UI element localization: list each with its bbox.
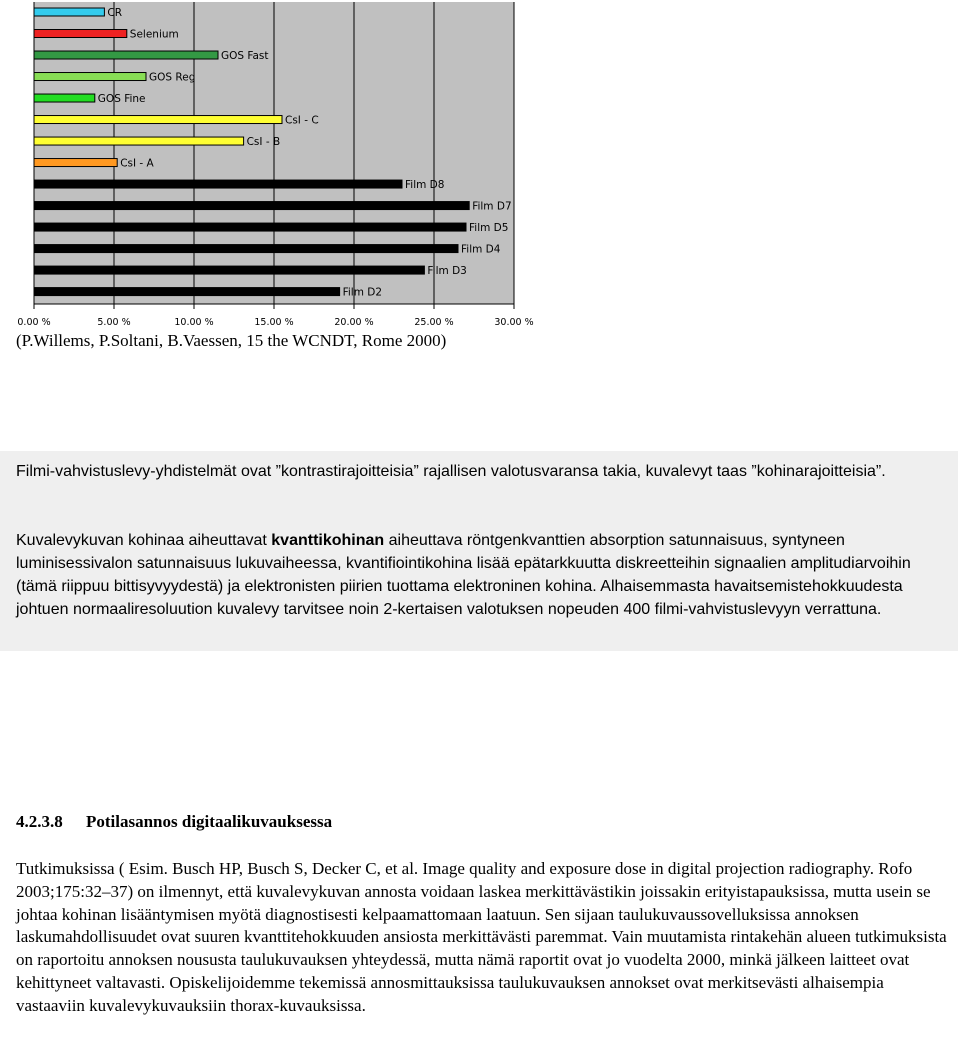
- bar: [34, 30, 127, 38]
- para2-text-before: Kuvalevykuvan kohinaa aiheuttavat: [16, 532, 272, 549]
- bar: [34, 245, 458, 253]
- para2-bold-term: kvanttikohinan: [271, 532, 385, 549]
- bar: [34, 202, 469, 210]
- bar-label: GOS Fast: [221, 50, 269, 63]
- bar: [34, 8, 104, 16]
- bar-label: GOS Fine: [97, 93, 146, 106]
- bar: [34, 94, 95, 102]
- bar: [34, 73, 146, 81]
- bar-label: GOS Reg: [149, 71, 196, 84]
- x-tick-label: 10.00 %: [174, 317, 214, 328]
- x-tick-label: 5.00 %: [97, 317, 131, 328]
- bar-label: Film D8: [405, 179, 445, 192]
- bar: [34, 180, 402, 188]
- bar-label: Film D3: [427, 265, 467, 278]
- x-tick-label: 30.00 %: [494, 317, 534, 328]
- bar: [34, 116, 282, 124]
- bar: [34, 266, 424, 274]
- paragraph-noise-sources: [16, 529, 946, 621]
- para2-text-after: aiheuttava röntgenkvanttien absorption satunnaisuus, syntyneen luminisessivalon satunnaisuus lukuvaiheessa, kvantifiointikohina lisää epätarkkuutta diskreetteihin signaalien amplitudiarvoihin (tämä riippuu bittisyvyydestä) ja elektronisten piirien tuottama elektroninen kohina. Alhaisemmasta havaitsemistehokkuudesta johtuen normaaliresoluution kuvalevy tarvitsee noin 2-kertaisen valotuksen nopeuden 400 filmi-vahvistuslevyyn verrattuna.: [16, 532, 911, 618]
- x-tick-label: 15.00 %: [254, 317, 294, 328]
- bar-label: CsI - A: [120, 157, 154, 170]
- bar-label: CR: [107, 7, 123, 19]
- section-title: Potilasannos digitaalikuvauksessa: [86, 812, 333, 831]
- bar-label: Selenium: [129, 28, 179, 41]
- bar-label: Film D5: [469, 222, 509, 235]
- x-tick-label: 20.00 %: [334, 317, 374, 328]
- paragraph-contrast-noise: Filmi-vahvistuslevy-yhdistelmät ovat ”kontrastirajoitteisia” rajallisen valotusvaransa takia, kuvalevyt taas ”kohinarajoitteisia”.: [16, 463, 886, 480]
- bar: [34, 288, 340, 296]
- bar-label: Film D7: [472, 200, 512, 213]
- x-tick-label: 0.00 %: [17, 317, 51, 328]
- bar-label: Film D2: [342, 286, 383, 299]
- bar-label: CsI - B: [246, 136, 281, 149]
- paragraph-patient-dose: Tutkimuksissa ( Esim. Busch HP, Busch S, Decker C, et al. Image quality and exposure dose in digital projection radiography. Rofo 2003;175:32–37) on ilmennyt, että kuvalevykuvan annosta voidaan laskea merkittävästikin joissakin erityistapauksissa, mutta usein se johtaa kohinan lisääntymisen myötä diagnostisesti kelpaamattomaan laatuun. Sen sijaan taulukuvaussovelluksissa annoksen laskumahdollisuudet ovat suuren kvanttitehokkuuden ansiosta merkittävästi paremmat. Vain muutamista rintakehän alueen tutkimuksista on raportoitu annoksen noususta taulukuvauksen yhteydessä, mutta nämä raportit ovat jo vuodelta 2000, minkä jälkeen laitteet ovat kehittyneet valtavasti. Opiskelijoidemme tekemissä annosmittauksissa taulukuvauksen annokset ovat merkitsevästi alhaisempia vastaaviin kuvalevykuvauksiin thorax-kuvauksissa.: [16, 859, 947, 1015]
- bar: [34, 51, 218, 59]
- bar: [34, 137, 244, 145]
- bar-chart-svg: [0, 0, 560, 335]
- section-heading: [16, 812, 332, 832]
- bar-chart: [0, 0, 560, 335]
- chart-citation: (P.Willems, P.Soltani, B.Vaessen, 15 the WCNDT, Rome 2000): [16, 331, 447, 350]
- bar: [34, 223, 466, 231]
- x-tick-label: 25.00 %: [414, 317, 454, 328]
- bar-label: CsI - C: [285, 114, 319, 127]
- bar-label: Film D4: [461, 243, 501, 256]
- bar: [34, 159, 117, 167]
- section-number: 4.2.3.8: [16, 812, 63, 831]
